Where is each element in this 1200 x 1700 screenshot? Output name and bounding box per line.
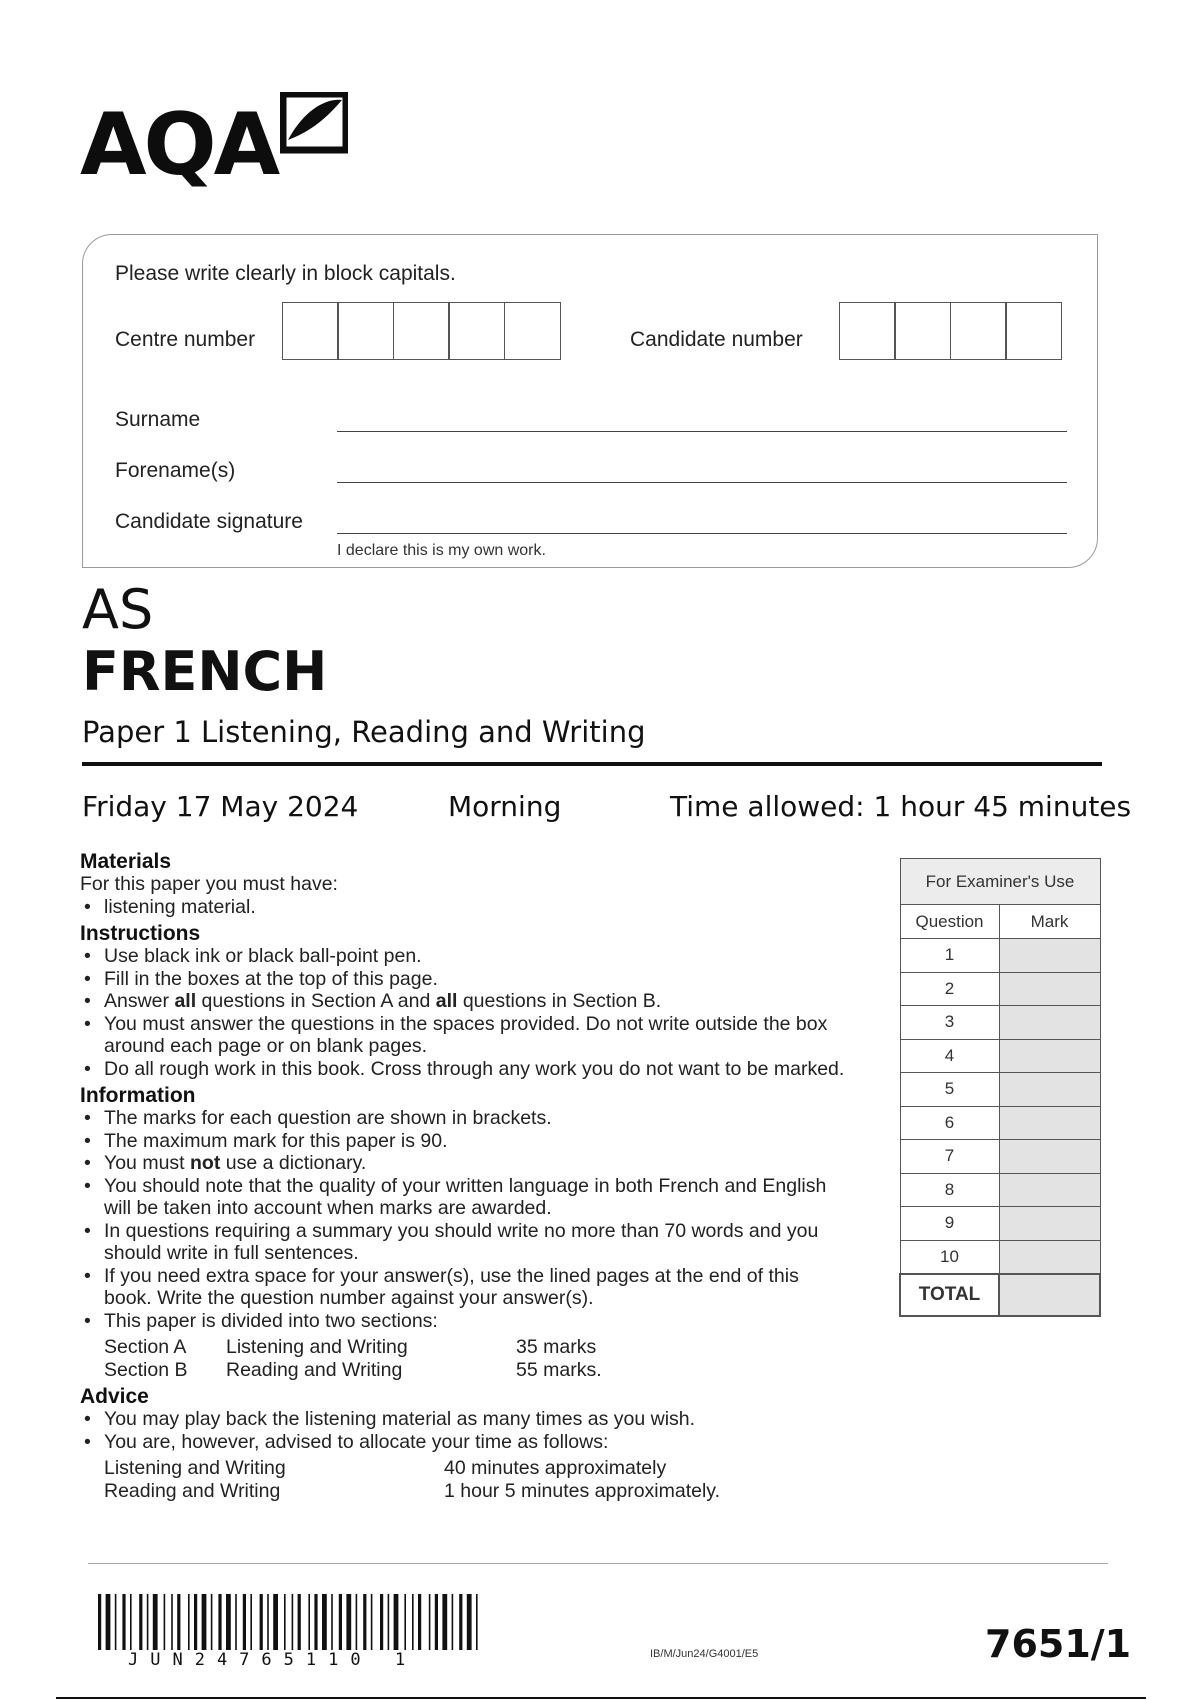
information-heading: Information bbox=[80, 1084, 196, 1107]
instructions-column bbox=[80, 850, 850, 1502]
candidate-number-digit-box[interactable] bbox=[839, 302, 896, 360]
section-row: Section B Reading and Writing 55 marks. bbox=[104, 1358, 602, 1381]
table-row bbox=[900, 1073, 1100, 1107]
forename-line[interactable] bbox=[337, 482, 1067, 483]
total-mark-cell[interactable] bbox=[999, 1274, 1100, 1316]
instruction-item: • Use black ink or black ball-point pen. bbox=[80, 945, 850, 968]
table-row bbox=[900, 1240, 1100, 1274]
signature-line[interactable] bbox=[337, 533, 1067, 534]
qualification-level: AS bbox=[82, 578, 154, 641]
centre-number-digit-box[interactable] bbox=[448, 302, 505, 360]
table-row bbox=[900, 1140, 1100, 1174]
mark-cell[interactable] bbox=[999, 1106, 1100, 1140]
section-row: Section A Listening and Writing 35 marks bbox=[104, 1336, 597, 1358]
mark-cell[interactable] bbox=[999, 939, 1100, 973]
declaration-text: I declare this is my own work. bbox=[337, 542, 546, 559]
question-number: 6 bbox=[900, 1106, 999, 1140]
table-row bbox=[900, 972, 1100, 1006]
signature-label: Candidate signature bbox=[115, 510, 303, 533]
surname-line[interactable] bbox=[337, 431, 1067, 432]
allocation-row: Reading and Writing 1 hour 5 minutes approximately. bbox=[104, 1479, 721, 1502]
instructions-list bbox=[80, 945, 850, 1080]
table-row bbox=[900, 1006, 1100, 1040]
advice-list bbox=[80, 1408, 850, 1453]
question-number: 5 bbox=[900, 1073, 999, 1107]
exam-session: Morning bbox=[448, 790, 562, 823]
materials-list bbox=[80, 896, 850, 919]
candidate-number-digit-box[interactable] bbox=[1005, 302, 1062, 360]
mark-column-header: Mark bbox=[999, 905, 1100, 939]
table-row bbox=[900, 939, 1100, 973]
instruction-item: • You must answer the questions in the spaces provided. Do not write outside the box around each page or on blank pages. bbox=[80, 1013, 850, 1058]
candidate-number-label: Candidate number bbox=[630, 328, 803, 351]
mark-cell[interactable] bbox=[999, 1039, 1100, 1073]
information-item: • This paper is divided into two sections: bbox=[80, 1310, 850, 1333]
question-number: 8 bbox=[900, 1173, 999, 1207]
block-capitals-prompt: Please write clearly in block capitals. bbox=[115, 262, 456, 285]
centre-number-digit-box[interactable] bbox=[504, 302, 561, 360]
centre-number-boxes bbox=[283, 302, 561, 360]
advice-item: • You are, however, advised to allocate your time as follows: bbox=[80, 1431, 850, 1454]
instruction-item: • Answer all questions in Section A and all questions in Section B. bbox=[80, 990, 850, 1013]
allocation-row: Listening and Writing 40 minutes approximately bbox=[104, 1457, 667, 1479]
information-item: • If you need extra space for your answer(s), use the lined pages at the end of this book. Write the question number against your answer(s). bbox=[80, 1265, 850, 1310]
paper-code: 7651/1 bbox=[985, 1622, 1132, 1666]
exam-date: Friday 17 May 2024 bbox=[82, 790, 359, 823]
information-item: • The marks for each question are shown in brackets. bbox=[80, 1107, 850, 1130]
information-item: • You should note that the quality of your written language in both French and English will be taken into account when marks are awarded. bbox=[80, 1175, 850, 1220]
aqa-logo bbox=[80, 92, 350, 195]
candidate-details-box bbox=[82, 234, 1098, 568]
mark-cell[interactable] bbox=[999, 972, 1100, 1006]
question-number: 4 bbox=[900, 1039, 999, 1073]
centre-number-digit-box[interactable] bbox=[337, 302, 394, 360]
information-item: • You must not use a dictionary. bbox=[80, 1152, 850, 1175]
table-row bbox=[900, 1106, 1100, 1140]
advice-item: • You may play back the listening material as many times as you wish. bbox=[80, 1408, 850, 1431]
reference-code: IB/M/Jun24/G4001/E5 bbox=[650, 1648, 759, 1660]
aqa-logo-mark-icon bbox=[280, 92, 348, 154]
centre-number-label: Centre number bbox=[115, 328, 256, 351]
question-number: 7 bbox=[900, 1140, 999, 1174]
barcode-icon bbox=[98, 1594, 480, 1650]
instruction-item: • Do all rough work in this book. Cross through any work you do not want to be marked. bbox=[80, 1058, 850, 1081]
question-number: 2 bbox=[900, 972, 999, 1006]
materials-item: • listening material. bbox=[80, 896, 850, 919]
aqa-logo-text: AQA bbox=[80, 95, 278, 195]
examiner-table-title: For Examiner's Use bbox=[900, 859, 1100, 905]
mark-cell[interactable] bbox=[999, 1207, 1100, 1241]
footer-divider bbox=[88, 1563, 1108, 1564]
total-row bbox=[900, 1274, 1100, 1316]
question-number: 3 bbox=[900, 1006, 999, 1040]
instructions-heading: Instructions bbox=[80, 922, 201, 945]
materials-intro: For this paper you must have: bbox=[80, 873, 338, 895]
table-row bbox=[900, 1173, 1100, 1207]
mark-cell[interactable] bbox=[999, 1073, 1100, 1107]
total-label: TOTAL bbox=[900, 1274, 999, 1316]
instruction-item: • Fill in the boxes at the top of this page. bbox=[80, 968, 850, 991]
table-row bbox=[900, 1207, 1100, 1241]
candidate-number-digit-box[interactable] bbox=[950, 302, 1007, 360]
mark-cell[interactable] bbox=[999, 1140, 1100, 1174]
forename-label: Forename(s) bbox=[115, 459, 236, 482]
mark-cell[interactable] bbox=[999, 1006, 1100, 1040]
paper-title: Paper 1 Listening, Reading and Writing bbox=[82, 715, 646, 749]
information-item: • In questions requiring a summary you should write no more than 70 words and you should write in full sentences. bbox=[80, 1220, 850, 1265]
candidate-number-digit-box[interactable] bbox=[894, 302, 951, 360]
surname-label: Surname bbox=[115, 408, 201, 431]
title-divider bbox=[82, 762, 1102, 766]
barcode-number: JUN24765110 1 bbox=[128, 1650, 418, 1670]
mark-cell[interactable] bbox=[999, 1240, 1100, 1274]
table-row bbox=[900, 1039, 1100, 1073]
candidate-number-boxes bbox=[840, 302, 1062, 360]
examiner-use-table bbox=[899, 858, 1101, 1317]
materials-heading: Materials bbox=[80, 850, 172, 873]
centre-number-digit-box[interactable] bbox=[282, 302, 339, 360]
information-item: • The maximum mark for this paper is 90. bbox=[80, 1130, 850, 1153]
question-number: 10 bbox=[900, 1240, 999, 1274]
advice-heading: Advice bbox=[80, 1385, 149, 1408]
mark-cell[interactable] bbox=[999, 1173, 1100, 1207]
subject-title: FRENCH bbox=[82, 640, 328, 703]
page-bottom-rule bbox=[56, 1697, 1146, 1699]
question-column-header: Question bbox=[900, 905, 999, 939]
centre-number-digit-box[interactable] bbox=[393, 302, 450, 360]
question-number: 9 bbox=[900, 1207, 999, 1241]
time-allowed: Time allowed: 1 hour 45 minutes bbox=[670, 790, 1132, 823]
information-list bbox=[80, 1107, 850, 1332]
question-number: 1 bbox=[900, 939, 999, 973]
